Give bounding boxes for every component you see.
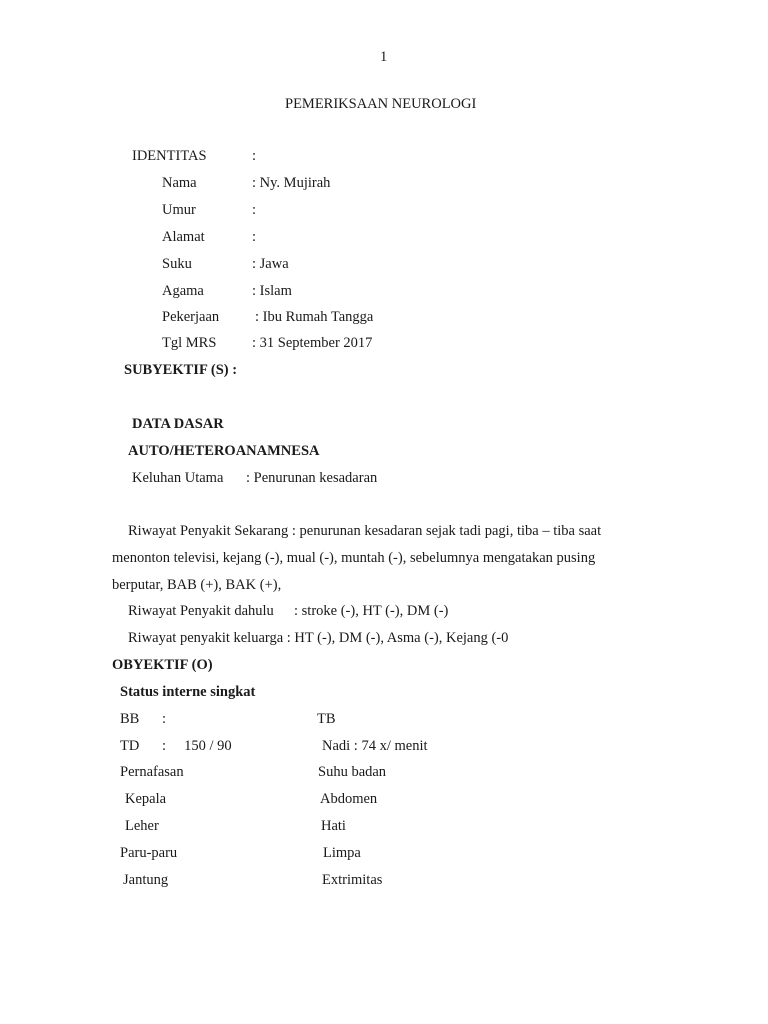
status-right-suhu: Suhu badan (318, 764, 387, 780)
keluhan-label: Keluhan Utama (132, 470, 224, 486)
status-label-pernafasan: Pernafasan (120, 764, 184, 780)
anamnesa-heading: AUTO/HETEROANAMNESA (128, 443, 320, 459)
status-right-extrimitas: Extrimitas (322, 872, 383, 888)
status-value-bb: : (162, 711, 167, 727)
field-label-agama: Agama (162, 283, 204, 299)
field-label-tgl-mrs: Tgl MRS (162, 335, 217, 351)
field-value-alamat: : (252, 229, 257, 245)
status-right-abdomen: Abdomen (320, 791, 378, 807)
status-label-paru: Paru-paru (120, 845, 178, 861)
field-value-pekerjaan: : Ibu Rumah Tangga (255, 309, 374, 325)
field-label-umur: Umur (162, 202, 196, 218)
obyektif-heading: OBYEKTIF (O) (112, 657, 213, 673)
identitas-colon: : (252, 148, 257, 164)
field-label-nama: Nama (162, 175, 197, 191)
field-value-suku: : Jawa (252, 256, 289, 272)
riwayat-sekarang-line-1: Riwayat Penyakit Sekarang : penurunan kesadaran sejak tadi pagi, tiba – tiba saat (128, 523, 602, 539)
subyektif-heading: SUBYEKTIF (S) : (124, 362, 238, 378)
field-value-nama: : Ny. Mujirah (252, 175, 331, 191)
status-right-tb: TB (317, 711, 336, 727)
field-value-umur: : (252, 202, 257, 218)
status-label-kepala: Kepala (125, 791, 167, 807)
keluhan-value: : Penurunan kesadaran (246, 470, 378, 486)
field-label-alamat: Alamat (162, 229, 205, 245)
status-right-limpa: Limpa (323, 845, 361, 861)
status-label-jantung: Jantung (123, 872, 169, 888)
status-value-td: : 150 / 90 (162, 738, 232, 754)
status-label-td: TD (120, 738, 140, 754)
status-label-bb: BB (120, 711, 140, 727)
identitas-label: IDENTITAS (132, 148, 207, 164)
page-number: 1 (380, 49, 388, 65)
riwayat-keluarga: Riwayat penyakit keluarga : HT (-), DM (-), Asma (-), Kejang (-0 (128, 630, 509, 646)
field-label-pekerjaan: Pekerjaan (162, 309, 220, 325)
riwayat-sekarang-line-3: berputar, BAB (+), BAK (+), (112, 577, 282, 593)
field-label-suku: Suku (162, 256, 192, 272)
status-right-hati: Hati (321, 818, 346, 834)
riwayat-dahulu-value: : stroke (-), HT (-), DM (-) (294, 603, 449, 619)
riwayat-dahulu-label: Riwayat Penyakit dahulu (128, 603, 274, 619)
data-dasar-heading: DATA DASAR (132, 416, 224, 432)
status-heading: Status interne singkat (120, 684, 256, 700)
riwayat-sekarang-line-2: menonton televisi, kejang (-), mual (-), muntah (-), sebelumnya mengatakan pusing (112, 550, 596, 566)
status-label-leher: Leher (125, 818, 159, 834)
status-right-nadi: Nadi : 74 x/ menit (322, 738, 428, 754)
field-value-tgl-mrs: : 31 September 2017 (252, 335, 373, 351)
document-title: PEMERIKSAAN NEUROLOGI (285, 96, 477, 112)
field-value-agama: : Islam (252, 283, 292, 299)
